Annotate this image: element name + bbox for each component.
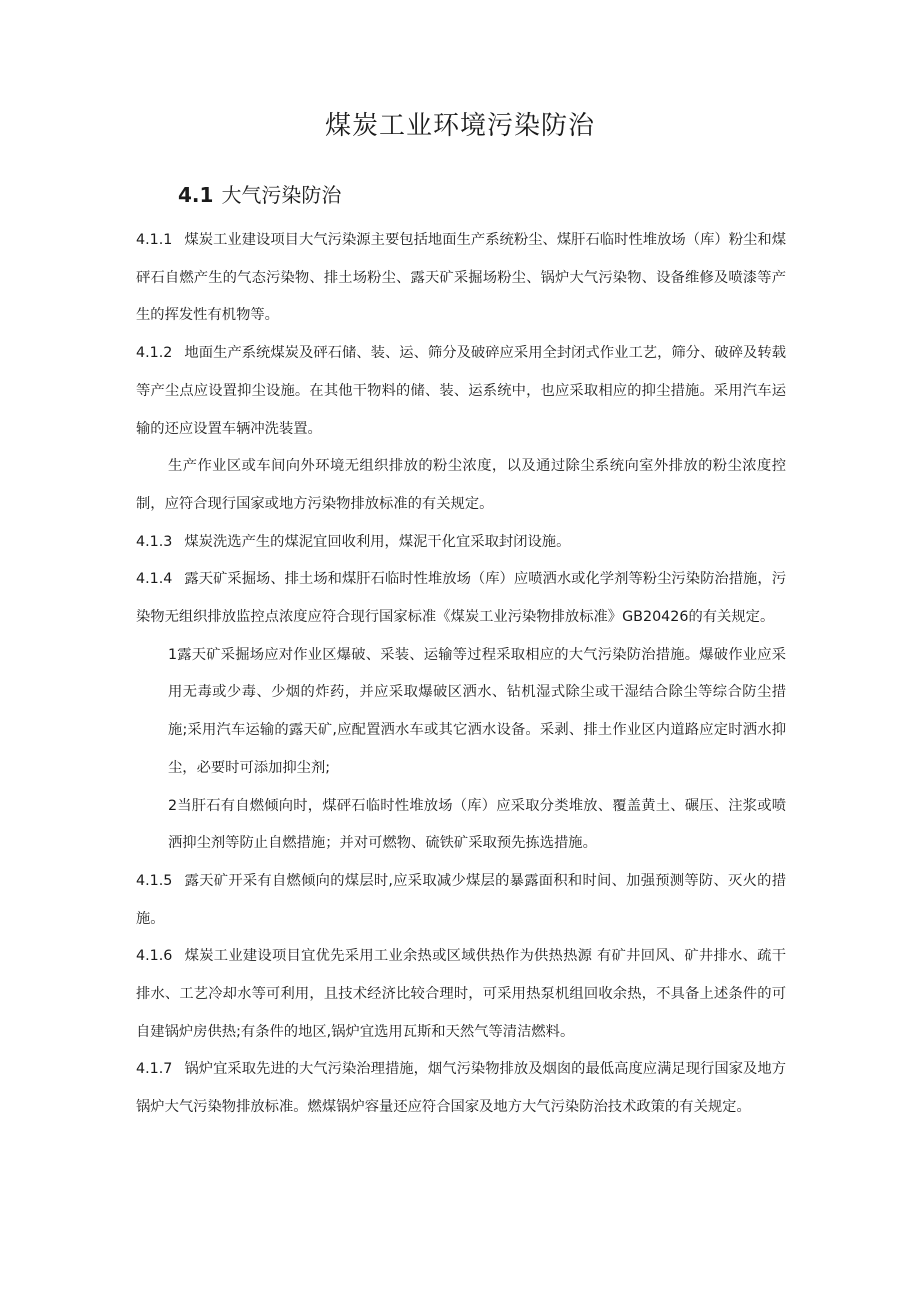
clause-number: 4.1.7	[136, 1061, 173, 1078]
section-number: 4.1	[178, 183, 214, 207]
section-heading	[178, 180, 341, 210]
clause-text: 煤炭工业建设项目宜优先采用工业余热或区域供热作为供热热源 有矿井回风、矿井排水、疏干排水、工艺冷却水等可利用，且技术经济比较合理时，可采用热泵机组回收余热，不具备上述条件的可自建锅炉房供热;有条件的地区,锅炉宜选用瓦斯和天然气等清洁燃料。	[136, 948, 786, 1040]
clause-number: 4.1.6	[136, 948, 173, 965]
clause-number: 4.1.2	[136, 345, 173, 362]
clause-4-1-2	[136, 335, 786, 448]
clause-text: 露天矿开采有自燃倾向的煤层时,应采取减少煤层的暴露面积和时间、加强预测等防、灭火的措施。	[136, 872, 786, 927]
clause-text: 锅炉宜采取先进的大气污染治理措施，烟气污染物排放及烟囱的最低高度应满足现行国家及地方锅炉大气污染物排放标准。燃煤锅炉容量还应符合国家及地方大气污染防治技术政策的有关规定。	[136, 1061, 786, 1116]
clause-4-1-4	[136, 561, 786, 636]
clause-number: 4.1.1	[136, 232, 173, 248]
clause-4-1-3	[136, 524, 786, 562]
clause-4-1-1	[136, 222, 786, 335]
clause-number: 4.1.3	[136, 533, 173, 550]
clause-number: 4.1.4	[136, 571, 173, 588]
section-title: 大气污染防治	[221, 183, 342, 207]
clause-text: 地面生产系统煤炭及砰石储、装、运、筛分及破碎应采用全封闭式作业工艺，筛分、破碎及转载等产尘点应设置抑尘设施。在其他干物料的储、装、运系统中，也应采取相应的抑尘措施。采用汽车运输的还应设置车辆冲洗装置。	[136, 345, 786, 437]
clause-text: 煤炭工业建设项目大气污染源主要包括地面生产系统粉尘、煤肝石临时性堆放场（库）粉尘和煤砰石自燃产生的气态污染物、排土场粉尘、露天矿采掘场粉尘、锅炉大气污染物、设备维修及喷漆等产生的挥发性有机物等。	[136, 232, 786, 324]
document-body	[136, 222, 786, 1127]
clause-text: 煤炭洗选产生的煤泥宜回收利用，煤泥干化宜采取封闭设施。	[184, 533, 571, 550]
clause-4-1-7	[136, 1051, 786, 1126]
clause-4-1-4-item-2: 2当肝石有自燃倾向时，煤砰石临时性堆放场（库）应采取分类堆放、覆盖黄土、碾压、注浆或喷洒抑尘剂等防止自燃措施；并对可燃物、硫铁矿采取预先拣选措施。	[168, 797, 786, 852]
clause-4-1-5	[136, 863, 786, 938]
clause-number: 4.1.5	[136, 872, 173, 889]
clause-text: 露天矿采掘场、排土场和煤肝石临时性堆放场（库）应喷洒水或化学剂等粉尘污染防治措施，污染物无组织排放监控点浓度应符合现行国家标准《煤炭工业污染物排放标准》GB20426的有关规定。	[136, 571, 786, 626]
clause-4-1-6	[136, 938, 786, 1051]
clause-4-1-2-continuation: 生产作业区或车间向外环境无组织排放的粉尘浓度，以及通过除尘系统向室外排放的粉尘浓度控制，应符合现行国家或地方污染物排放标准的有关规定。	[136, 458, 786, 512]
clause-4-1-4-item-1: 1露天矿采掘场应对作业区爆破、采装、运输等过程采取相应的大气污染防治措施。爆破作业应采用无毒或少毒、少烟的炸药，并应采取爆破区洒水、钻机湿式除尘或干湿结合除尘等综合防尘措施;采用汽车运输的露天矿,应配置洒水车或其它洒水设备。采剥、排土作业区内道路应定时洒水抑尘，必要时可添加抑尘剂;	[168, 646, 786, 776]
document-title: 煤炭工业环境污染防治	[324, 111, 595, 141]
